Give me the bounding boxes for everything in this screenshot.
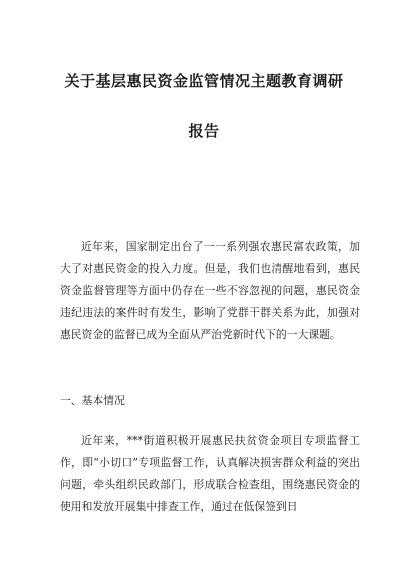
section-heading: 一、基本情况 [60, 394, 125, 407]
section-paragraph: 近年来，***街道积极开展惠民扶贫资金项目专项监督工作，即“小切口”专项监督工作，认真解决损害群众利益的突出问题，牵头组织民政部门，形成联合检查组，围绕惠民资金的使用和发放开展集中排查工作，通过在低保签到日 [60, 434, 360, 513]
intro-paragraph: 近年来，国家制定出台了一一系列强农惠民富农政策，加大了对惠民资金的投入力度。但是，我们也清醒地看到，惠民资金监督管理等方面中仍存在一些不容忽视的问题，惠民资金违纪违法的案件时有发生，影响了党群干群关系为此，加强对惠民资金的监督已成为全面从严治党新时代下的一大课题。 [60, 240, 360, 341]
document-title-line2: 报告 [188, 122, 220, 140]
document-title-line1: 关于基层惠民资金监管情况主题教育调研 [64, 72, 344, 90]
